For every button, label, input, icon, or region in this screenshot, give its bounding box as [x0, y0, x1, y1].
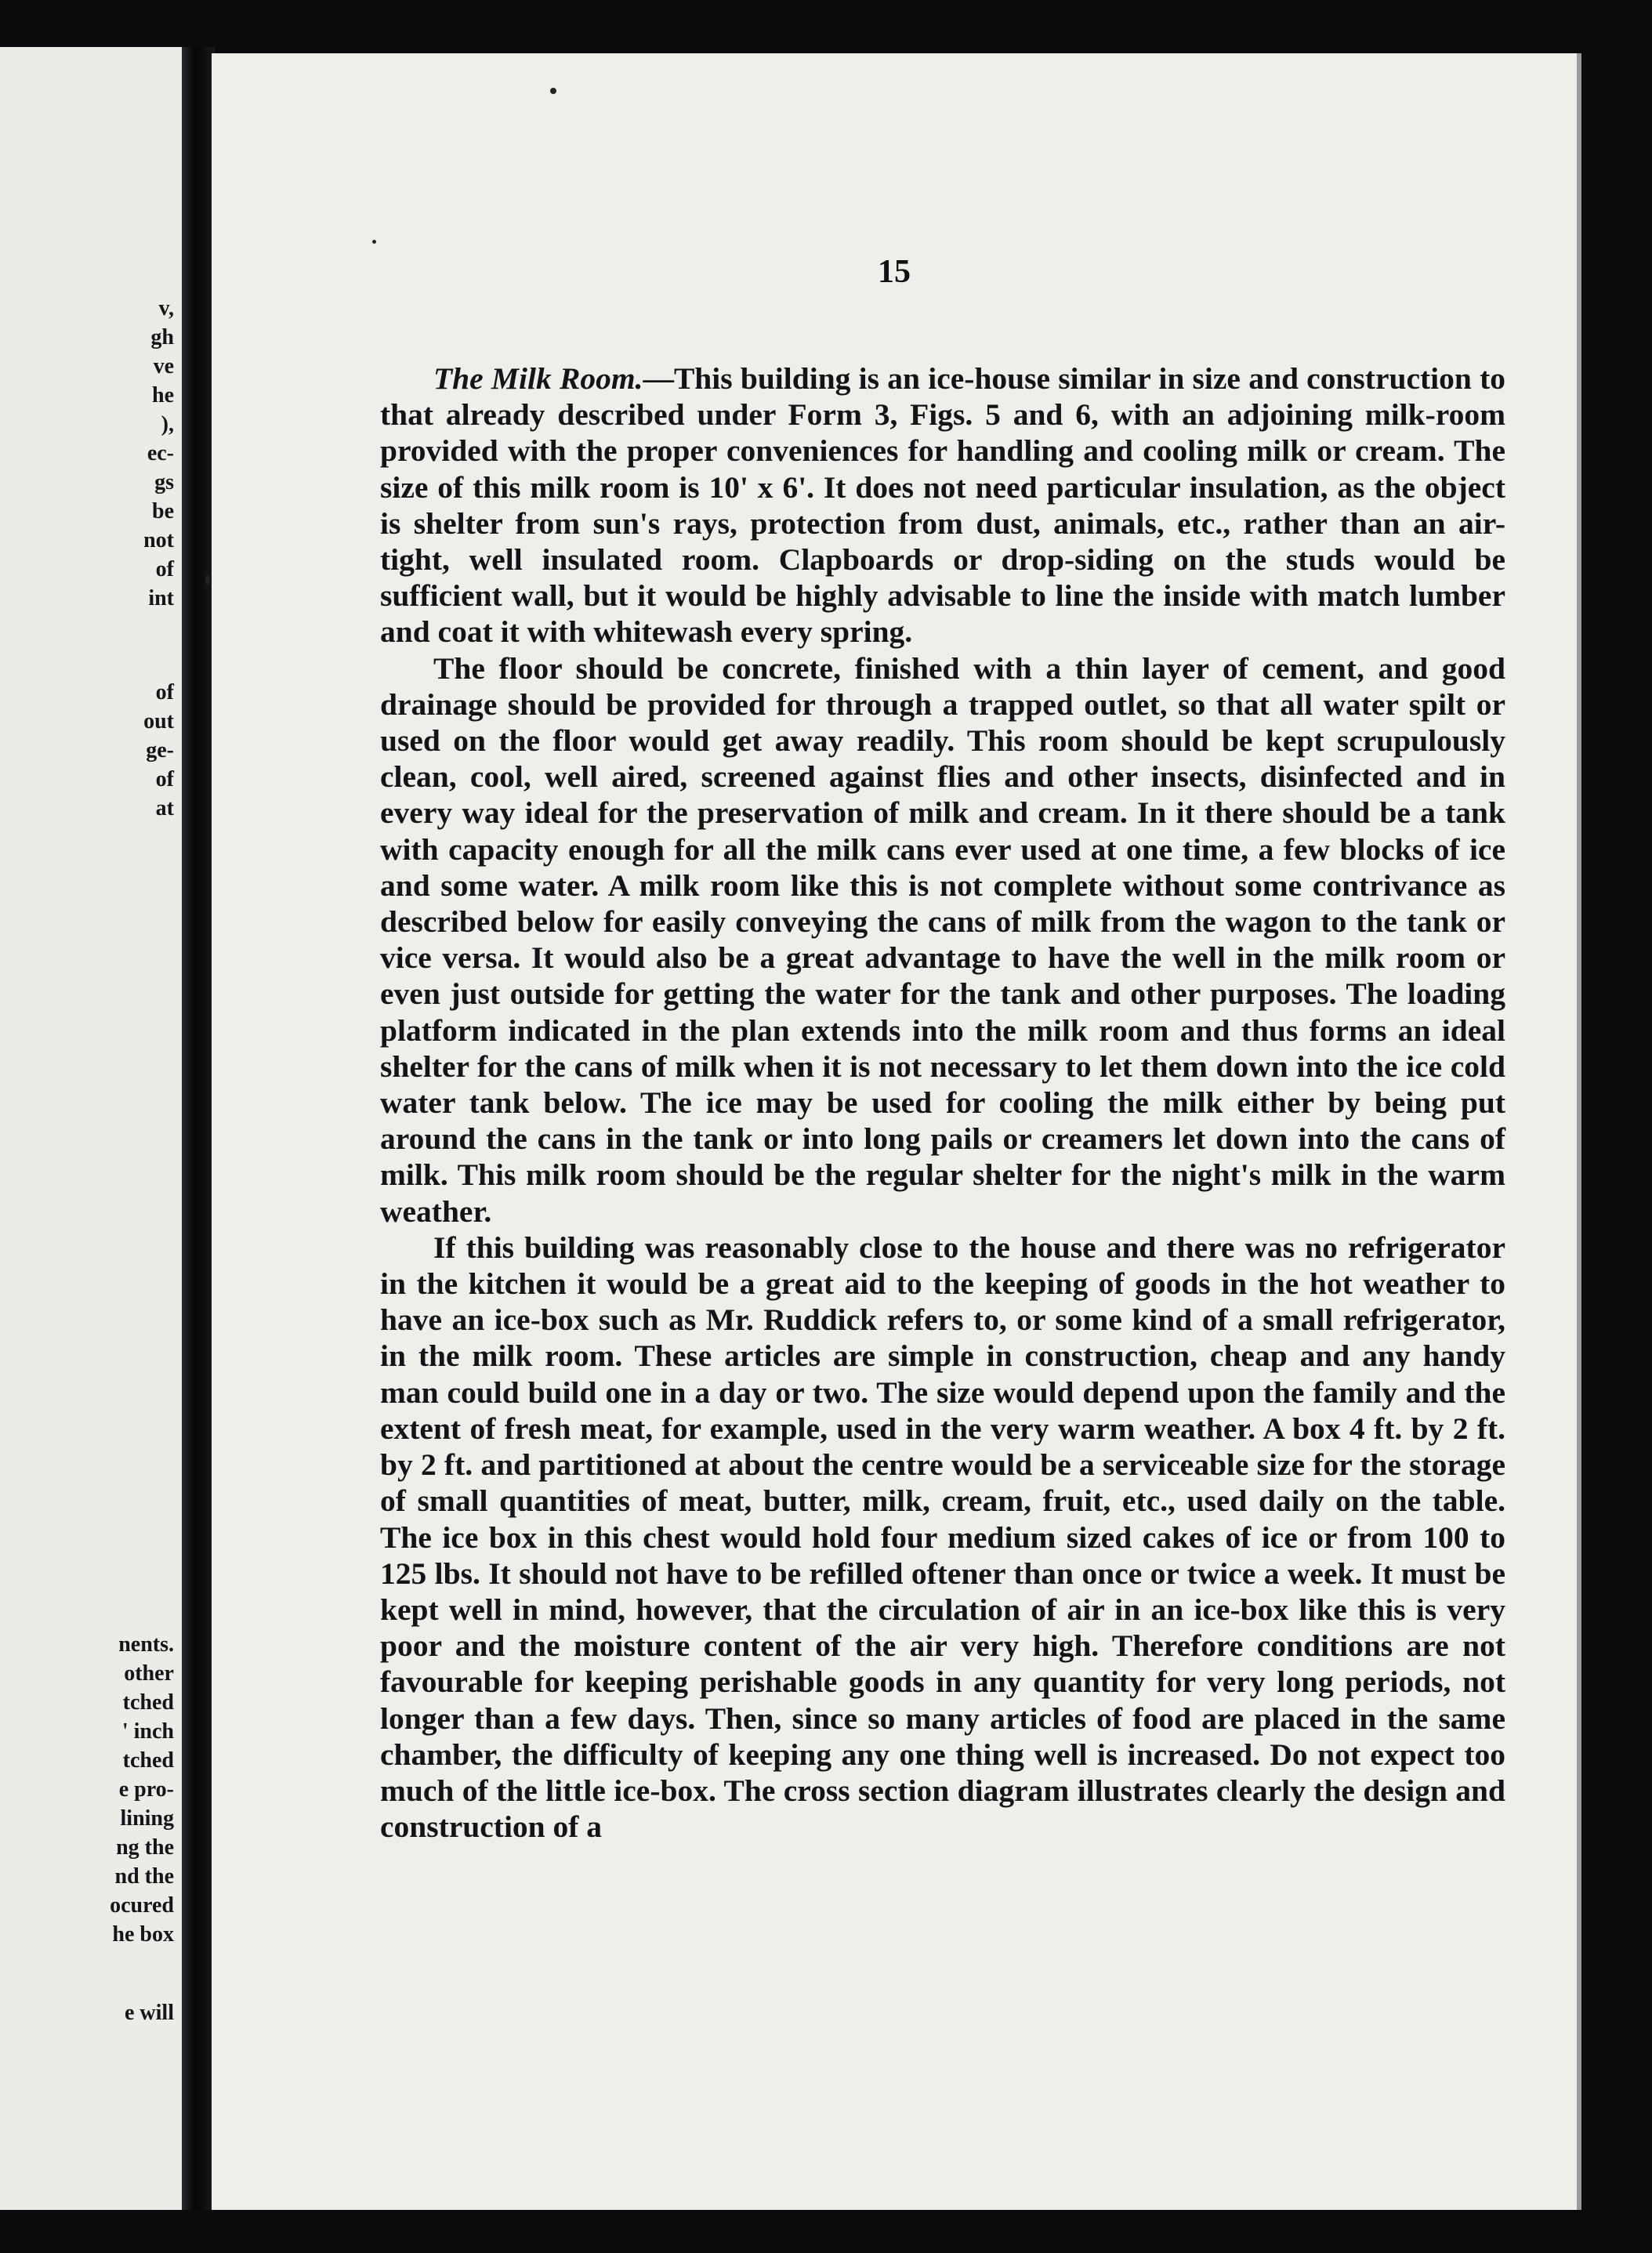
previous-page-word-fragment: be — [152, 499, 174, 523]
ink-speck — [550, 88, 556, 94]
previous-page-fragments-end — [125, 1998, 174, 2027]
previous-page-word-fragment: tched — [122, 1748, 174, 1773]
previous-page-word-fragment: nents. — [118, 1632, 174, 1657]
paragraph-milk-room — [380, 360, 1505, 650]
page-body — [380, 360, 1505, 1845]
previous-page-fragments-bottom — [110, 1630, 174, 1949]
previous-page-fragments-middle — [143, 678, 174, 823]
previous-page-word-fragment: ' inch — [121, 1719, 174, 1744]
book-page — [212, 53, 1581, 2210]
previous-page-word-fragment: ), — [161, 412, 174, 436]
previous-page-word-fragment: nd the — [114, 1864, 174, 1889]
previous-page-word-fragment: out — [143, 709, 174, 733]
previous-page-word-fragment: ge- — [146, 738, 174, 762]
paragraph-ice-box: If this building was reasonably close to the house and there was no refrigerator in the kitchen it would be a great aid to the keeping of goods in the hot weather to have an ice-box such as Mr. Ruddick refers to, or some kind of a small refrigerator, in the milk room. These articles are simple in construction, cheap and any handy man could build one in a day or two. The size would depend upon the family and the extent of fresh meat, for example, used in the very warm weather. A box 4 ft. by 2 ft. by 2 ft. and partitioned at about the centre would be a serviceable size for the storage of small quantities of meat, butter, milk, cream, fruit, etc., used daily on the table. The ice box in this chest would hold four medium sized cakes of ice or from 100 to 125 lbs. It should not have to be refilled oftener than once or twice a week. It must be kept well in mind, however, that the circulation of air in an ice-box like this is very poor and the moisture content of the air very high. Therefore conditions are not favourable for keeping perishable goods in any quantity for very long periods, not longer than a few days. Then, since so many articles of food are placed in the same chamber, the difficulty of keeping any one thing well is increased. Do not expect too much of the little ice-box. The cross section diagram illustrates clearly the design and construction of a — [380, 1230, 1505, 1845]
previous-page-word-fragment: tched — [122, 1690, 174, 1715]
previous-page-word-fragment: ng the — [116, 1835, 174, 1860]
previous-page-word-fragment: lining — [120, 1806, 174, 1831]
previous-page-word-fragment: e will — [125, 2001, 174, 2025]
ink-speck — [205, 574, 210, 585]
previous-page-strip — [0, 47, 182, 2210]
paragraph-floor: The floor should be concrete, finished with a thin layer of cement, and good drainage should be provided for through a trapped outlet, so that all water spilt or used on the floor would get away readily. This room should be kept scrupulously clean, cool, well aired, screened against flies and other insects, disinfected and in every way ideal for the preservation of milk and cream. In it there should be a tank with capacity enough for all the milk cans ever used at one time, a few blocks of ice and some water. A milk room like this is not complete without some contrivance as described below for easily conveying the cans of milk from the wagon to the tank or vice versa. It would also be a great advantage to have the well in the milk room or even just outside for getting the water for the tank and other purposes. The loading platform indicated in the plan extends into the milk room and thus forms an ideal shelter for the cans of milk when it is not necessary to let them down into the ice cold water tank below. The ice may be used for cooling the milk either by being put around the cans in the tank or into long pails or creamers let down into the cans of milk. This milk room should be the regular shelter for the night's milk in the warm weather. — [380, 650, 1505, 1229]
previous-page-word-fragment: at — [155, 796, 174, 820]
ink-speck — [372, 240, 376, 244]
previous-page-word-fragment: ocured — [110, 1893, 174, 1918]
previous-page-word-fragment: int — [148, 586, 174, 610]
previous-page-word-fragment: of — [155, 557, 174, 581]
previous-page-word-fragment: he box — [112, 1922, 174, 1947]
previous-page-word-fragment: gs — [154, 470, 174, 494]
previous-page-word-fragment: he — [152, 383, 174, 407]
book-gutter — [182, 47, 215, 2210]
previous-page-word-fragment: v, — [158, 296, 174, 321]
paragraph-text: —This building is an ice-house similar in size and construction to that already described under Form 3, Figs. 5 and 6, with an adjoining milk-room provided with the proper conveniences for handling and cooling milk or cream. The size of this milk room is 10' x 6'. It does not need particular insulation, as the object is shelter from sun's rays, protection from dust, animals, etc., rather than an air-tight, well insulated room. Clapboards or drop-siding on the studs would be sufficient wall, but it would be highly advisable to line the inside with match lumber and coat it with whitewash every spring. — [380, 361, 1505, 650]
previous-page-word-fragment: e pro- — [118, 1777, 174, 1802]
previous-page-word-fragment: of — [155, 767, 174, 791]
previous-page-word-fragment: not — [143, 528, 174, 552]
previous-page-word-fragment: ve — [153, 354, 174, 379]
page-number: 15 — [878, 254, 911, 290]
previous-page-word-fragment: other — [124, 1661, 174, 1686]
previous-page-word-fragment: of — [155, 680, 174, 705]
section-heading: The Milk Room. — [433, 361, 643, 396]
previous-page-word-fragment: ec- — [147, 441, 174, 465]
previous-page-fragments-top — [143, 294, 174, 613]
previous-page-word-fragment: gh — [150, 325, 174, 350]
